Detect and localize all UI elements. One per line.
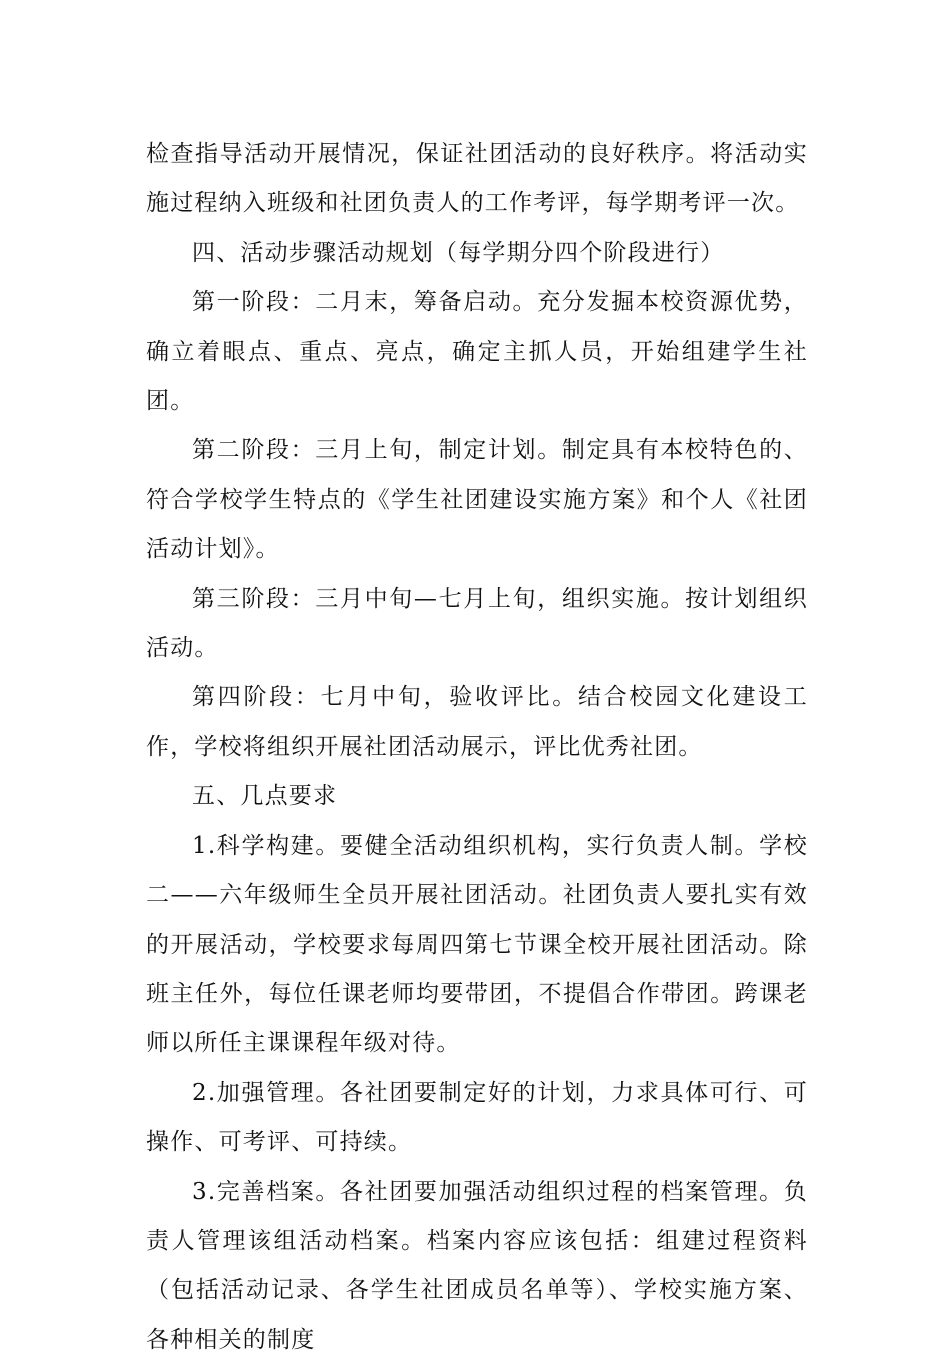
paragraph-requirement-one: 1.科学构建。要健全活动组织机构，实行负责人制。学校二——六年级师生全员开展社团活动。社团负责人要扎实有效的开展活动，学校要求每周四第七节课全校开展社团活动。除班主任外，每位任课老师均要带团，不提倡合作带团。跨课老师以所任主课课程年级对待。 [146, 832, 808, 1057]
paragraph-stage-two: 第二阶段：三月上旬，制定计划。制定具有本校特色的、符合学校学生特点的《学生社团建设实施方案》和个人《社团活动计划》。 [146, 437, 808, 563]
section-heading-requirements: 五、几点要求 [192, 783, 338, 810]
paragraph-continuation: 检查指导活动开展情况，保证社团活动的良好秩序。将活动实施过程纳入班级和社团负责人的工作考评，每学期考评一次。 [146, 141, 808, 217]
paragraph-stage-four: 第四阶段：七月中旬，验收评比。结合校园文化建设工作，学校将组织开展社团活动展示，评比优秀社团。 [146, 684, 808, 760]
body-text [146, 130, 808, 1365]
paragraph-requirement-three: 3.完善档案。各社团要加强活动组织过程的档案管理。负责人管理该组活动档案。档案内容应该包括：组建过程资料（包括活动记录、各学生社团成员名单等）、学校实施方案、各种相关的制度 [146, 1178, 808, 1353]
paragraph-stage-one: 第一阶段：二月末，筹备启动。充分发掘本校资源优势，确立着眼点、重点、亮点，确定主抓人员，开始组建学生社团。 [146, 289, 808, 415]
paragraph-stage-three: 第三阶段：三月中旬—七月上旬，组织实施。按计划组织活动。 [146, 585, 808, 662]
section-heading-activity-steps: 四、活动步骤活动规划（每学期分四个阶段进行） [192, 239, 725, 266]
paragraph-requirement-two: 2.加强管理。各社团要制定好的计划，力求具体可行、可操作、可考评、可持续。 [146, 1079, 808, 1156]
